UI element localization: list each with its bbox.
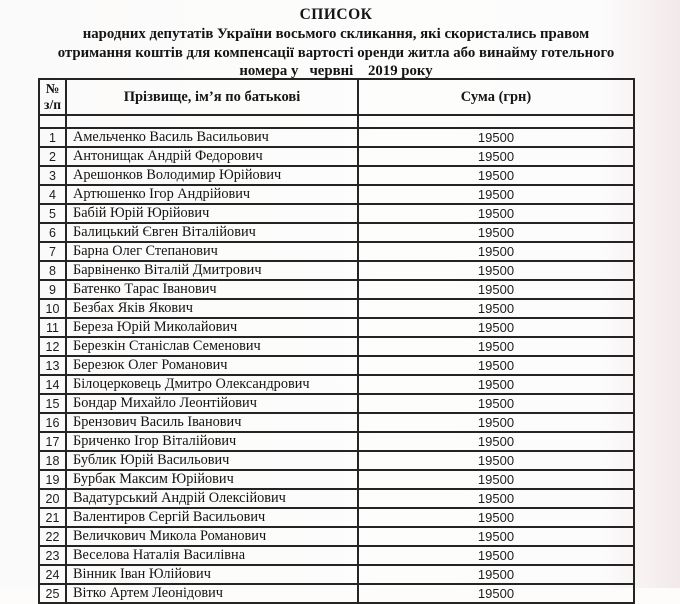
table-row	[39, 394, 634, 413]
deputy-name: Веселова Наталія Василівна	[66, 546, 358, 565]
table-body	[39, 128, 634, 603]
row-number: 16	[39, 413, 66, 432]
row-number: 20	[39, 489, 66, 508]
deputy-name: Безбах Яків Якович	[66, 299, 358, 318]
deputy-name: Бублик Юрій Васильович	[66, 451, 358, 470]
sum-value: 19500	[358, 489, 634, 508]
deputy-name: Бабій Юрій Юрійович	[66, 204, 358, 223]
document-title	[0, 5, 672, 81]
table-row	[39, 432, 634, 451]
row-number: 4	[39, 185, 66, 204]
sum-value: 19500	[358, 280, 634, 299]
table-row	[39, 318, 634, 337]
deputy-name: Вітко Артем Леонідович	[66, 584, 358, 603]
column-header-sum: Сума (грн)	[358, 79, 634, 115]
sum-value: 19500	[358, 527, 634, 546]
table-row	[39, 299, 634, 318]
table-row	[39, 147, 634, 166]
row-number: 8	[39, 261, 66, 280]
table-row	[39, 128, 634, 147]
row-number: 5	[39, 204, 66, 223]
row-number: 22	[39, 527, 66, 546]
deputy-name: Артюшенко Ігор Андрійович	[66, 185, 358, 204]
column-header-number-line2: з/п	[44, 97, 61, 112]
table-row	[39, 185, 634, 204]
row-number: 3	[39, 166, 66, 185]
row-number: 21	[39, 508, 66, 527]
row-number: 17	[39, 432, 66, 451]
sum-value: 19500	[358, 413, 634, 432]
sum-value: 19500	[358, 185, 634, 204]
row-number: 11	[39, 318, 66, 337]
sum-value: 19500	[358, 299, 634, 318]
table-row	[39, 261, 634, 280]
sum-value: 19500	[358, 584, 634, 603]
table-row	[39, 356, 634, 375]
spacer-cell	[66, 115, 358, 128]
table-row	[39, 204, 634, 223]
row-number: 24	[39, 565, 66, 584]
row-number: 13	[39, 356, 66, 375]
table-row	[39, 451, 634, 470]
table-header-row	[39, 79, 634, 115]
row-number: 10	[39, 299, 66, 318]
sum-value: 19500	[358, 394, 634, 413]
deputy-name: Антонищак Андрій Федорович	[66, 147, 358, 166]
column-header-name: Прізвище, ім’я по батькові	[66, 79, 358, 115]
sum-value: 19500	[358, 147, 634, 166]
sum-value: 19500	[358, 337, 634, 356]
sum-value: 19500	[358, 470, 634, 489]
table-row	[39, 242, 634, 261]
deputy-name: Валентиров Сергій Васильович	[66, 508, 358, 527]
column-header-number	[39, 79, 66, 115]
row-number: 25	[39, 584, 66, 603]
deputy-name: Бондар Михайло Леонтійович	[66, 394, 358, 413]
sum-value: 19500	[358, 261, 634, 280]
table-row	[39, 489, 634, 508]
spacer-cell	[39, 115, 66, 128]
sum-value: 19500	[358, 375, 634, 394]
deputy-name: Бурбак Максим Юрійович	[66, 470, 358, 489]
title-line-2: народних депутатів України восьмого скликання, які скористались правом	[82, 26, 590, 42]
table-row	[39, 280, 634, 299]
sum-value: 19500	[358, 223, 634, 242]
row-number: 2	[39, 147, 66, 166]
deputy-name: Березкін Станіслав Семенович	[66, 337, 358, 356]
table-row	[39, 527, 634, 546]
table-row	[39, 546, 634, 565]
table-row	[39, 223, 634, 242]
deputy-name: Березюк Олег Романович	[66, 356, 358, 375]
row-number: 9	[39, 280, 66, 299]
sum-value: 19500	[358, 242, 634, 261]
deputy-name: Батенко Тарас Іванович	[66, 280, 358, 299]
row-number: 6	[39, 223, 66, 242]
deputy-name: Арешонков Володимир Юрійович	[66, 166, 358, 185]
sum-value: 19500	[358, 451, 634, 470]
deputy-name: Вінник Іван Юлійович	[66, 565, 358, 584]
row-number: 18	[39, 451, 66, 470]
deputy-name: Береза Юрій Миколайович	[66, 318, 358, 337]
sum-value: 19500	[358, 508, 634, 527]
row-number: 23	[39, 546, 66, 565]
title-line-1: СПИСОК	[299, 6, 373, 23]
sum-value: 19500	[358, 565, 634, 584]
row-number: 15	[39, 394, 66, 413]
row-number: 12	[39, 337, 66, 356]
row-number: 7	[39, 242, 66, 261]
deputy-name: Величкович Микола Романович	[66, 527, 358, 546]
sum-value: 19500	[358, 546, 634, 565]
title-line-4: номера у червні 2019 року	[239, 63, 433, 79]
spacer-cell	[358, 115, 634, 128]
row-number: 19	[39, 470, 66, 489]
deputy-name: Білоцерковець Дмитро Олександрович	[66, 375, 358, 394]
deputy-name: Балицький Євген Віталійович	[66, 223, 358, 242]
deputy-name: Амельченко Василь Васильович	[66, 128, 358, 147]
row-number: 1	[39, 128, 66, 147]
table-row	[39, 337, 634, 356]
deputy-name: Барна Олег Степанович	[66, 242, 358, 261]
table-row	[39, 565, 634, 584]
table-row	[39, 584, 634, 603]
sum-value: 19500	[358, 356, 634, 375]
deputy-name: Брензович Василь Іванович	[66, 413, 358, 432]
sum-value: 19500	[358, 204, 634, 223]
row-number: 14	[39, 375, 66, 394]
table-row	[39, 508, 634, 527]
deputy-name: Вадатурський Андрій Олексійович	[66, 489, 358, 508]
table-row	[39, 375, 634, 394]
sum-value: 19500	[358, 128, 634, 147]
title-line-3: отримання коштів для компенсації вартості оренди житла або винайму готельного	[57, 44, 615, 61]
table-row	[39, 166, 634, 185]
sum-value: 19500	[358, 166, 634, 185]
compensation-table	[38, 78, 635, 604]
table-row	[39, 470, 634, 489]
spacer-row	[39, 115, 634, 128]
table-row	[39, 413, 634, 432]
column-header-number-line1: №	[45, 80, 60, 96]
sum-value: 19500	[358, 432, 634, 451]
sum-value: 19500	[358, 318, 634, 337]
deputy-name: Бриченко Ігор Віталійович	[66, 432, 358, 451]
deputy-name: Барвіненко Віталій Дмитрович	[66, 261, 358, 280]
